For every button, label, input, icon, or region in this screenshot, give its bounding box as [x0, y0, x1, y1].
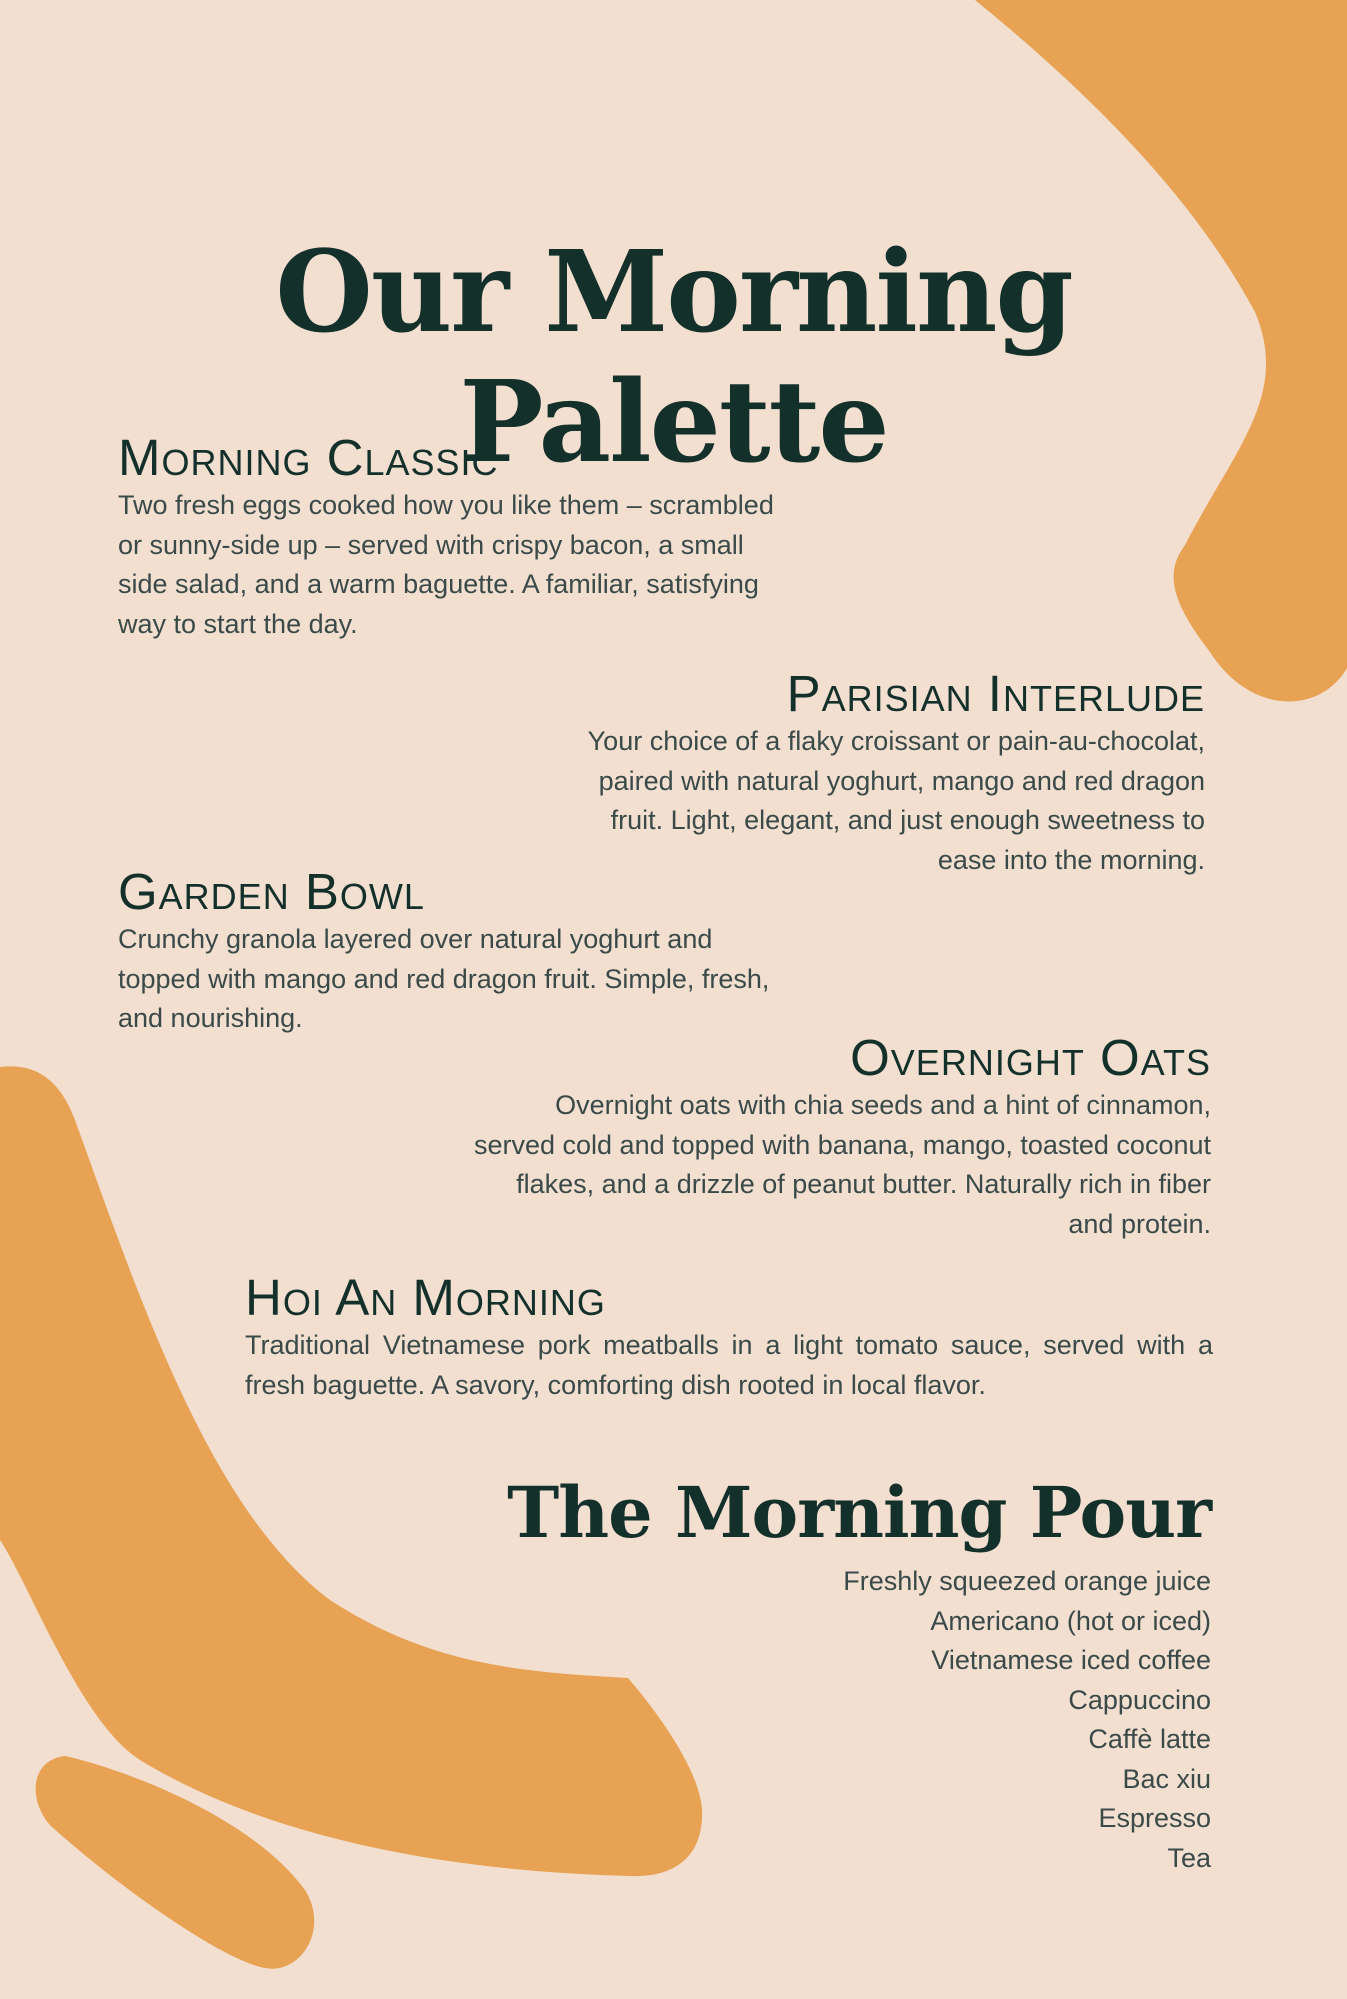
menu-title: Our Morning Palette — [275, 227, 1072, 488]
drink-item: Bac xiu — [1122, 1763, 1211, 1794]
menu-item-morning-classic — [118, 430, 778, 644]
menu-item-name: Overnight Oats — [850, 1029, 1211, 1086]
menu-item-parisian-interlude — [545, 666, 1205, 880]
menu-item-description: Crunchy granola layered over natural yoghurt and topped with mango and red dragon fruit. Simple, fresh, and nourishing. — [118, 924, 770, 1033]
menu-item-description: Overnight oats with chia seeds and a hint of cinnamon, served cold and topped with banana, mango, toasted coconut flakes, and a drizzle of peanut butter. Naturally rich in fiber and protein. — [473, 1090, 1211, 1239]
drink-item: Cappuccino — [1068, 1684, 1211, 1715]
drinks-title: The Morning Pour — [507, 1471, 1211, 1554]
drink-item: Vietnamese iced coffee — [931, 1645, 1211, 1675]
menu-item-name: Morning Classic — [118, 429, 499, 486]
menu-item-overnight-oats — [471, 1030, 1211, 1244]
drink-item: Americano (hot or iced) — [930, 1605, 1211, 1636]
drink-item: Espresso — [1098, 1803, 1211, 1833]
drinks-list — [611, 1562, 1211, 1878]
menu-item-description: Two fresh eggs cooked how you like them – scrambled or sunny-side up – served with crispy bacon, a small side salad, and a warm baguette. A familiar, satisfying way to start the day. — [118, 490, 774, 639]
menu-item-hoi-an-morning — [245, 1270, 1213, 1405]
menu-item-description: Your choice of a flaky croissant or pain-au-chocolat, paired with natural yoghurt, mango and red dragon fruit. Light, elegant, and just enough sweetness to ease into the morning. — [587, 726, 1205, 875]
menu-item-name: Garden Bowl — [118, 863, 425, 920]
drink-item: Caffè latte — [1088, 1724, 1211, 1754]
menu-item-description: Traditional Vietnamese pork meatballs in a light tomato sauce, served with a fresh baguette. A savory, comforting dish rooted in local flavor. — [245, 1330, 1213, 1400]
menu-item-garden-bowl — [118, 864, 778, 1039]
drink-item: Tea — [1167, 1842, 1211, 1873]
menu-item-name: Parisian Interlude — [786, 665, 1205, 722]
drink-item: Freshly squeezed orange juice — [843, 1566, 1211, 1596]
menu-item-name: Hoi An Morning — [245, 1269, 606, 1326]
